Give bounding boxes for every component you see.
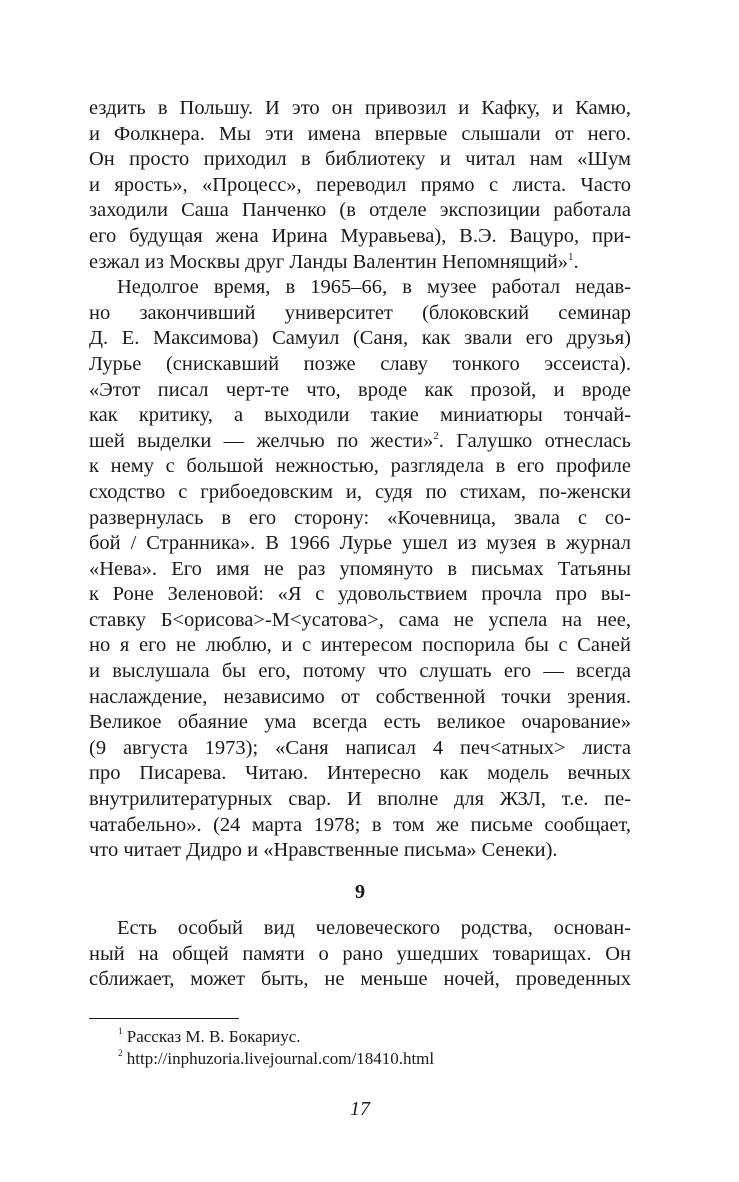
text-line: бой / Странника». В 1966 Лурье ушел из музея в журнал — [89, 532, 631, 555]
text-line: «Этот писал черт-те что, вроде как прозой, и вроде — [89, 378, 631, 401]
footnote-link[interactable]: http://inphuzoria.livejournal.com/18410.html — [126, 1049, 435, 1068]
text-fragment: езжал из Москвы друг Ланды Валентин Непомнящий» — [89, 250, 569, 273]
text-line: что читает Дидро и «Нравственные письма» Сенеки). — [89, 839, 558, 862]
text-line: к Роне Зеленовой: «Я с удовольствием прочла про вы- — [89, 583, 631, 606]
text-line: Великое обаяние ума всегда есть великое очарование» — [89, 711, 631, 734]
footnote-ref: 1 — [568, 250, 574, 263]
text-line: сходство с грибоедовским и, судя по стихам, по-женски — [89, 480, 631, 503]
text-fragment: шей выделки — желчью по жести» — [89, 429, 434, 452]
footnote — [118, 1026, 638, 1048]
text-line: ездить в Польшу. И это он привозил и Кафку, и Камю, — [89, 97, 631, 119]
footnote — [118, 1048, 638, 1070]
text-line: Есть особый вид человеческого родства, основан- — [117, 917, 631, 939]
footnote-ref: 2 — [433, 429, 439, 442]
text-line: к нему с большой нежностью, разглядела в его профиле — [89, 455, 631, 478]
section-heading: 9 — [354, 881, 366, 903]
main-text-continued — [89, 916, 631, 993]
text-line: езжал из Москвы друг Ланды Валентин Непомнящий»$^1$. — [89, 250, 579, 273]
text-line: но я его не люблю, и с интересом поспорила бы с Саней — [89, 634, 631, 657]
text-line: чатабельно». (24 марта 1978; в том же письме сообщает, — [89, 813, 631, 836]
text-line: заходили Саша Панченко (в отделе экспозиции работала — [89, 199, 631, 222]
text-line: развернулась в его сторону: «Кочевница, звала с со- — [89, 506, 631, 529]
text-line: Недолгое время, в 1965–66, в музее работал недав- — [117, 276, 631, 299]
footnote-number: 1 — [118, 1026, 123, 1036]
main-text — [89, 96, 631, 864]
text-fragment: . Галушко отнеслась — [438, 429, 631, 452]
text-line: про Писарева. Читаю. Интересно как модель вечных — [89, 762, 631, 785]
text-line: и выслушала бы его, потому что слушать его — всегда — [89, 660, 631, 683]
footnote-number: 2 — [118, 1048, 123, 1058]
footnote-text: Рассказ М. В. Бокариус. — [126, 1027, 301, 1046]
text-line: как критику, а выходили такие миниатюры тончай- — [89, 404, 631, 427]
text-line: и ярость», «Процесс», переводил прямо с листа. Часто — [89, 173, 631, 196]
text-line: Лурье (снискавший позже славу тонкого эссеиста). — [89, 352, 631, 375]
text-line: и Фолкнера. Мы эти имена впервые слышали от него. — [89, 122, 631, 145]
page-number: 17 — [350, 1098, 370, 1120]
text-line: его будущая жена Ирина Муравьева), В.Э. Вацуро, при- — [89, 224, 631, 247]
text-line: наслаждение, независимо от собственной точки зрения. — [89, 685, 631, 708]
text-line: сближает, может быть, не меньше ночей, проведенных — [89, 968, 631, 991]
text-line: Д. Е. Максимова) Самуил (Саня, как звали его друзья) — [89, 327, 631, 350]
text-line: (9 августа 1973); «Саня написал 4 печ<атных> листа — [89, 736, 631, 759]
text-line: Он просто приходил в библиотеку и читал нам «Шум — [89, 148, 631, 171]
text-line: ставку Б<орисова>-М<усатова>, сама не успела на нее, — [89, 608, 631, 631]
footnote-divider — [89, 1018, 239, 1019]
text-line: внутрилитературных свар. И вполне для ЖЗЛ, т.е. пе- — [89, 788, 631, 811]
text-line — [89, 429, 631, 455]
text-line: «Нева». Его имя не раз упомянуто в письмах Татьяны — [89, 557, 631, 580]
text-line: но закончивший университет (блоковский семинар — [89, 301, 631, 324]
text-line: ный на общей памяти о рано ушедших товарищах. Он — [89, 942, 631, 965]
